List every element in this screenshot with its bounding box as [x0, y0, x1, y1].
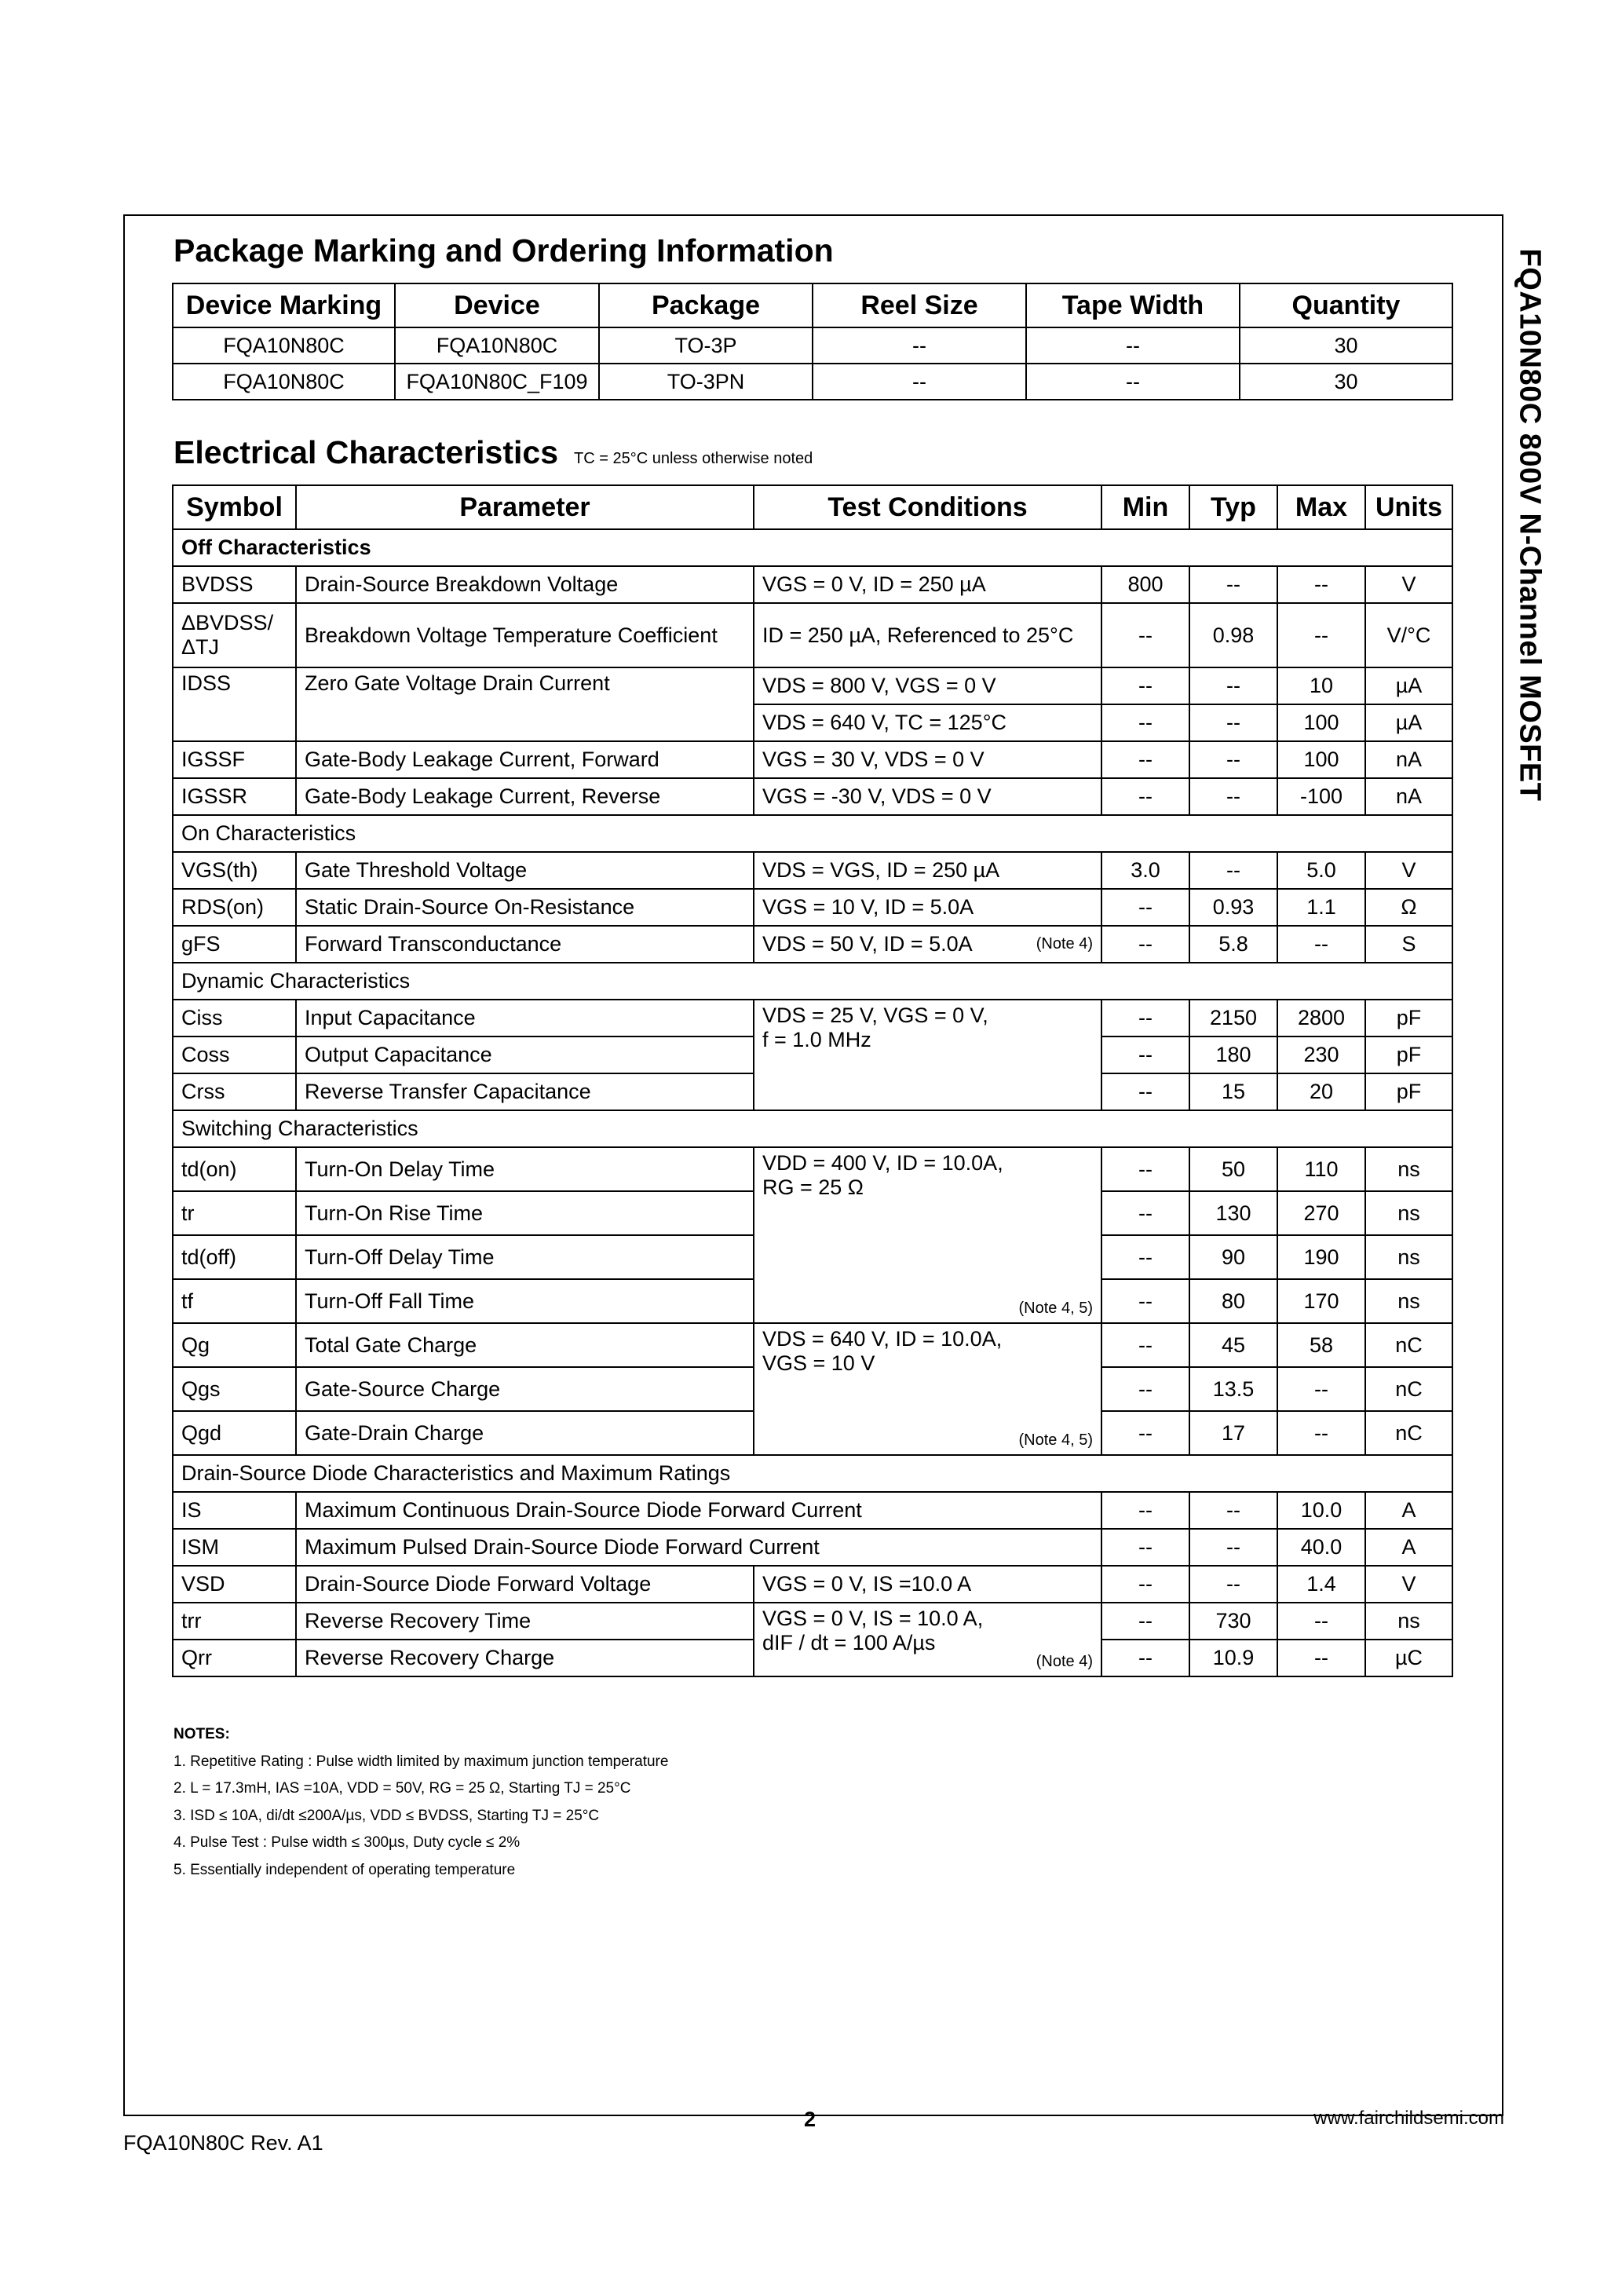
typ-cell: 0.98 — [1189, 603, 1277, 667]
symbol-cell: IS — [173, 1492, 296, 1529]
parameter-cell: Drain-Source Diode Forward Voltage — [296, 1566, 754, 1603]
symbol-cell: BVDSS — [173, 566, 296, 603]
note-ref: (Note 4) — [1036, 935, 1093, 952]
revision-label: FQA10N80C Rev. A1 — [123, 2131, 323, 2155]
table-row — [173, 1147, 1452, 1191]
header-cell: Reel Size — [813, 283, 1026, 327]
condition-text: VDS = 50 V, ID = 5.0A — [762, 932, 973, 956]
symbol-line: ΔBVDSS/ — [181, 611, 274, 634]
electrical-header-row — [173, 485, 1452, 529]
max-cell: 270 — [1277, 1191, 1365, 1235]
header-cell: Min — [1101, 485, 1189, 529]
parameter-cell: Gate-Body Leakage Current, Reverse — [296, 778, 754, 815]
max-cell: -- — [1277, 1603, 1365, 1640]
note-ref: (Note 4, 5) — [1018, 1300, 1093, 1317]
table-cell: -- — [1026, 364, 1240, 400]
table-row — [173, 926, 1452, 963]
max-cell: 58 — [1277, 1323, 1365, 1367]
min-cell: -- — [1101, 1073, 1189, 1110]
min-cell: -- — [1101, 1323, 1189, 1367]
unit-cell: ns — [1365, 1147, 1452, 1191]
header-cell: Parameter — [296, 485, 754, 529]
unit-cell: ns — [1365, 1191, 1452, 1235]
table-cell: FQA10N80C — [395, 327, 599, 364]
side-title — [1504, 218, 1554, 831]
package-header-row — [173, 283, 1452, 327]
condition-cell — [754, 926, 1101, 963]
condition-cell — [754, 1000, 1101, 1110]
condition-cell: VGS = 0 V, ID = 250 µA — [754, 566, 1101, 603]
unit-cell: ns — [1365, 1235, 1452, 1279]
note-ref: (Note 4, 5) — [1018, 1431, 1093, 1449]
typ-cell: 0.93 — [1189, 889, 1277, 926]
table-row — [173, 1492, 1452, 1529]
typ-cell: -- — [1189, 778, 1277, 815]
condition-cell: VGS = 30 V, VDS = 0 V — [754, 741, 1101, 778]
min-cell: -- — [1101, 1603, 1189, 1640]
section-row — [173, 815, 1452, 852]
symbol-cell: Qg — [173, 1323, 296, 1367]
condition-cell: VDS = VGS, ID = 250 µA — [754, 852, 1101, 889]
max-cell: 20 — [1277, 1073, 1365, 1110]
condition-cell: VGS = -30 V, VDS = 0 V — [754, 778, 1101, 815]
parameter-cell: Static Drain-Source On-Resistance — [296, 889, 754, 926]
typ-cell: 13.5 — [1189, 1367, 1277, 1411]
typ-cell: -- — [1189, 704, 1277, 741]
max-cell: 10.0 — [1277, 1492, 1365, 1529]
symbol-cell: Coss — [173, 1036, 296, 1073]
symbol-cell: IGSSR — [173, 778, 296, 815]
parameter-cell: Gate Threshold Voltage — [296, 852, 754, 889]
max-cell: 40.0 — [1277, 1529, 1365, 1566]
symbol-cell: IDSS — [173, 667, 296, 741]
unit-cell: pF — [1365, 1036, 1452, 1073]
page-number: 2 — [804, 2108, 816, 2131]
typ-cell: 130 — [1189, 1191, 1277, 1235]
min-cell: -- — [1101, 1147, 1189, 1191]
header-cell: Device — [395, 283, 599, 327]
parameter-cell: Turn-On Delay Time — [296, 1147, 754, 1191]
unit-cell: nC — [1365, 1323, 1452, 1367]
header-cell: Test Conditions — [754, 485, 1101, 529]
parameter-cell: Reverse Recovery Time — [296, 1603, 754, 1640]
notes-block — [174, 1721, 668, 1884]
section-row — [173, 963, 1452, 1000]
typ-cell: 10.9 — [1189, 1640, 1277, 1676]
condition-line: VGS = 0 V, IS = 10.0 A, — [762, 1607, 984, 1630]
header-cell: Units — [1365, 485, 1452, 529]
unit-cell: A — [1365, 1529, 1452, 1566]
typ-cell: 15 — [1189, 1073, 1277, 1110]
section-label: Switching Characteristics — [173, 1110, 1452, 1147]
condition-line: dIF / dt = 100 A/µs — [762, 1631, 936, 1654]
symbol-cell: gFS — [173, 926, 296, 963]
condition-line: VGS = 10 V — [762, 1351, 875, 1375]
electrical-title-text: Electrical Characteristics — [174, 434, 558, 470]
note-ref: (Note 4) — [1036, 1653, 1093, 1670]
condition-cell: ID = 250 µA, Referenced to 25°C — [754, 603, 1101, 667]
symbol-cell: td(off) — [173, 1235, 296, 1279]
parameter-cell: Input Capacitance — [296, 1000, 754, 1036]
unit-cell: A — [1365, 1492, 1452, 1529]
typ-cell: -- — [1189, 1566, 1277, 1603]
symbol-cell: td(on) — [173, 1147, 296, 1191]
table-row — [173, 566, 1452, 603]
typ-cell: -- — [1189, 741, 1277, 778]
table-row — [173, 667, 1452, 704]
unit-cell: µA — [1365, 667, 1452, 704]
table-row — [173, 327, 1452, 364]
parameter-cell: Total Gate Charge — [296, 1323, 754, 1367]
header-cell: Tape Width — [1026, 283, 1240, 327]
table-cell: -- — [1026, 327, 1240, 364]
symbol-cell: Qgd — [173, 1411, 296, 1455]
parameter-cell: Forward Transconductance — [296, 926, 754, 963]
unit-cell: pF — [1365, 1000, 1452, 1036]
condition-line: RG = 25 Ω — [762, 1175, 864, 1199]
table-row — [173, 852, 1452, 889]
max-cell: 190 — [1277, 1235, 1365, 1279]
header-cell: Max — [1277, 485, 1365, 529]
header-cell: Typ — [1189, 485, 1277, 529]
table-row — [173, 778, 1452, 815]
min-cell: -- — [1101, 704, 1189, 741]
table-row — [173, 603, 1452, 667]
typ-cell: -- — [1189, 1529, 1277, 1566]
parameter-cell: Output Capacitance — [296, 1036, 754, 1073]
electrical-table — [172, 484, 1453, 1677]
table-row — [173, 741, 1452, 778]
table-row — [173, 1566, 1452, 1603]
parameter-cell: Gate-Body Leakage Current, Forward — [296, 741, 754, 778]
symbol-cell: ISM — [173, 1529, 296, 1566]
table-cell: 30 — [1240, 364, 1452, 400]
max-cell: 100 — [1277, 704, 1365, 741]
symbol-cell: tr — [173, 1191, 296, 1235]
note-item: 4. Pulse Test : Pulse width ≤ 300µs, Duty cycle ≤ 2% — [174, 1834, 521, 1851]
parameter-cell: Maximum Continuous Drain-Source Diode Forward Current — [296, 1492, 1101, 1529]
min-cell: -- — [1101, 1411, 1189, 1455]
section-row — [173, 1110, 1452, 1147]
max-cell: 1.4 — [1277, 1566, 1365, 1603]
min-cell: 3.0 — [1101, 852, 1189, 889]
max-cell: -- — [1277, 1640, 1365, 1676]
parameter-cell: Reverse Transfer Capacitance — [296, 1073, 754, 1110]
max-cell: -- — [1277, 603, 1365, 667]
typ-cell: -- — [1189, 667, 1277, 704]
unit-cell: nC — [1365, 1411, 1452, 1455]
note-item: 2. L = 17.3mH, IAS =10A, VDD = 50V, RG = 25 Ω, Starting TJ = 25°C — [174, 1780, 631, 1797]
unit-cell: ns — [1365, 1279, 1452, 1323]
electrical-section-title — [174, 434, 813, 471]
max-cell: 110 — [1277, 1147, 1365, 1191]
min-cell: -- — [1101, 889, 1189, 926]
parameter-cell: Zero Gate Voltage Drain Current — [296, 667, 754, 741]
table-cell: FQA10N80C — [173, 327, 395, 364]
unit-cell: nA — [1365, 741, 1452, 778]
max-cell: -100 — [1277, 778, 1365, 815]
table-row — [173, 364, 1452, 400]
condition-cell — [754, 1323, 1101, 1455]
max-cell: 5.0 — [1277, 852, 1365, 889]
max-cell: -- — [1277, 1411, 1365, 1455]
min-cell: -- — [1101, 1036, 1189, 1073]
unit-cell: µA — [1365, 704, 1452, 741]
symbol-cell: Ciss — [173, 1000, 296, 1036]
table-cell: TO-3P — [599, 327, 813, 364]
symbol-cell: VGS(th) — [173, 852, 296, 889]
max-cell: -- — [1277, 1367, 1365, 1411]
parameter-cell: Turn-Off Fall Time — [296, 1279, 754, 1323]
section-label: Off Characteristics — [173, 529, 1452, 566]
unit-cell: nC — [1365, 1367, 1452, 1411]
max-cell: 100 — [1277, 741, 1365, 778]
min-cell: -- — [1101, 603, 1189, 667]
typ-cell: 5.8 — [1189, 926, 1277, 963]
unit-cell: nA — [1365, 778, 1452, 815]
unit-cell: V — [1365, 852, 1452, 889]
parameter-cell: Maximum Pulsed Drain-Source Diode Forward Current — [296, 1529, 1101, 1566]
table-row — [173, 889, 1452, 926]
typ-cell: 180 — [1189, 1036, 1277, 1073]
section-row — [173, 529, 1452, 566]
symbol-cell: Qgs — [173, 1367, 296, 1411]
table-cell: -- — [813, 327, 1026, 364]
typ-cell: 90 — [1189, 1235, 1277, 1279]
typ-cell: -- — [1189, 852, 1277, 889]
condition-line: VDS = 640 V, ID = 10.0A, — [762, 1327, 1003, 1351]
header-cell: Package — [599, 283, 813, 327]
website-link[interactable]: www.fairchildsemi.com — [1313, 2108, 1504, 2129]
table-row — [173, 1323, 1452, 1367]
max-cell: 2800 — [1277, 1000, 1365, 1036]
max-cell: 230 — [1277, 1036, 1365, 1073]
condition-cell: VDS = 800 V, VGS = 0 V — [754, 667, 1101, 704]
unit-cell: pF — [1365, 1073, 1452, 1110]
parameter-cell: Gate-Drain Charge — [296, 1411, 754, 1455]
parameter-cell: Turn-Off Delay Time — [296, 1235, 754, 1279]
condition-cell: VGS = 0 V, IS =10.0 A — [754, 1566, 1101, 1603]
table-row — [173, 1529, 1452, 1566]
max-cell: -- — [1277, 926, 1365, 963]
table-cell: FQA10N80C — [173, 364, 395, 400]
package-section-title: Package Marking and Ordering Information — [174, 232, 834, 269]
conditions-note: TC = 25°C unless otherwise noted — [574, 450, 813, 467]
min-cell: 800 — [1101, 566, 1189, 603]
unit-cell: ns — [1365, 1603, 1452, 1640]
section-label: Dynamic Characteristics — [173, 963, 1452, 1000]
table-cell: 30 — [1240, 327, 1452, 364]
condition-cell: VGS = 10 V, ID = 5.0A — [754, 889, 1101, 926]
condition-cell — [754, 1147, 1101, 1323]
typ-cell: 45 — [1189, 1323, 1277, 1367]
max-cell: 170 — [1277, 1279, 1365, 1323]
condition-line: VDD = 400 V, ID = 10.0A, — [762, 1151, 1003, 1175]
notes-heading: NOTES: — [174, 1726, 230, 1742]
typ-cell: 50 — [1189, 1147, 1277, 1191]
symbol-cell: Qrr — [173, 1640, 296, 1676]
note-item: 3. ISD ≤ 10A, di/dt ≤200A/µs, VDD ≤ BVDSS, Starting TJ = 25°C — [174, 1807, 600, 1824]
unit-cell: V/°C — [1365, 603, 1452, 667]
header-cell: Device Marking — [173, 283, 395, 327]
symbol-cell: tf — [173, 1279, 296, 1323]
condition-line: VDS = 25 V, VGS = 0 V, — [762, 1004, 988, 1027]
table-cell: -- — [813, 364, 1026, 400]
table-row — [173, 1000, 1452, 1036]
min-cell: -- — [1101, 1279, 1189, 1323]
section-label: On Characteristics — [173, 815, 1452, 852]
unit-cell: Ω — [1365, 889, 1452, 926]
typ-cell: 80 — [1189, 1279, 1277, 1323]
note-item: 1. Repetitive Rating : Pulse width limited by maximum junction temperature — [174, 1753, 669, 1770]
parameter-cell: Gate-Source Charge — [296, 1367, 754, 1411]
min-cell: -- — [1101, 1566, 1189, 1603]
header-cell: Symbol — [173, 485, 296, 529]
symbol-line: ΔTJ — [181, 635, 220, 659]
min-cell: -- — [1101, 926, 1189, 963]
unit-cell: µC — [1365, 1640, 1452, 1676]
min-cell: -- — [1101, 778, 1189, 815]
table-row — [173, 1603, 1452, 1640]
parameter-cell: Drain-Source Breakdown Voltage — [296, 566, 754, 603]
unit-cell: S — [1365, 926, 1452, 963]
parameter-cell: Turn-On Rise Time — [296, 1191, 754, 1235]
symbol-cell: VSD — [173, 1566, 296, 1603]
min-cell: -- — [1101, 1191, 1189, 1235]
min-cell: -- — [1101, 1235, 1189, 1279]
typ-cell: 2150 — [1189, 1000, 1277, 1036]
side-title-text: FQA10N80C 800V N-Channel MOSFET — [1513, 248, 1547, 801]
typ-cell: -- — [1189, 1492, 1277, 1529]
table-cell: FQA10N80C_F109 — [395, 364, 599, 400]
parameter-cell: Reverse Recovery Charge — [296, 1640, 754, 1676]
section-row — [173, 1455, 1452, 1492]
typ-cell: 17 — [1189, 1411, 1277, 1455]
typ-cell: -- — [1189, 566, 1277, 603]
unit-cell: V — [1365, 1566, 1452, 1603]
parameter-cell: Breakdown Voltage Temperature Coefficient — [296, 603, 754, 667]
condition-cell: VDS = 640 V, TC = 125°C — [754, 704, 1101, 741]
header-cell: Quantity — [1240, 283, 1452, 327]
unit-cell: V — [1365, 566, 1452, 603]
symbol-cell: Crss — [173, 1073, 296, 1110]
min-cell: -- — [1101, 1492, 1189, 1529]
symbol-cell: RDS(on) — [173, 889, 296, 926]
condition-cell — [754, 1603, 1101, 1676]
note-item: 5. Essentially independent of operating temperature — [174, 1861, 516, 1878]
typ-cell: 730 — [1189, 1603, 1277, 1640]
max-cell: 10 — [1277, 667, 1365, 704]
min-cell: -- — [1101, 1367, 1189, 1411]
table-cell: TO-3PN — [599, 364, 813, 400]
max-cell: 1.1 — [1277, 889, 1365, 926]
min-cell: -- — [1101, 667, 1189, 704]
max-cell: -- — [1277, 566, 1365, 603]
min-cell: -- — [1101, 741, 1189, 778]
min-cell: -- — [1101, 1640, 1189, 1676]
symbol-cell — [173, 603, 296, 667]
symbol-cell: IGSSF — [173, 741, 296, 778]
symbol-cell: trr — [173, 1603, 296, 1640]
min-cell: -- — [1101, 1000, 1189, 1036]
min-cell: -- — [1101, 1529, 1189, 1566]
section-label: Drain-Source Diode Characteristics and Maximum Ratings — [173, 1455, 1452, 1492]
package-table — [172, 283, 1453, 400]
condition-line: f = 1.0 MHz — [762, 1028, 871, 1051]
